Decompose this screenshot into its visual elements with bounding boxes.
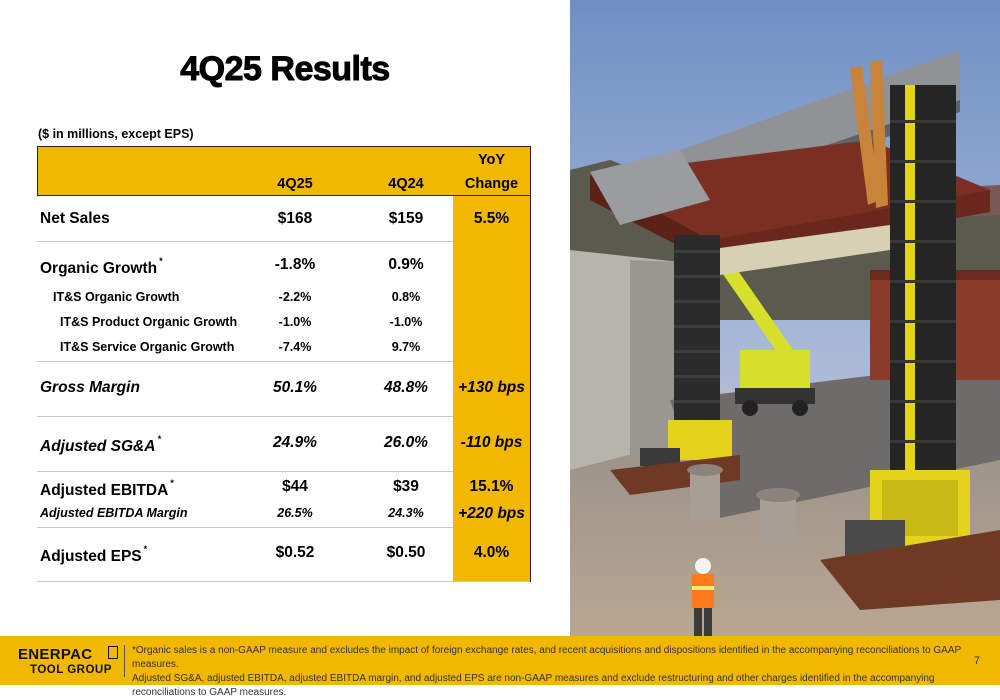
row-label: Adjusted EPS * bbox=[40, 544, 148, 565]
value-4q25: $0.52 bbox=[275, 544, 315, 561]
row-label: IT&S Organic Growth bbox=[53, 290, 180, 304]
page-title: 4Q25 Results bbox=[180, 50, 390, 88]
header-yoy: YoY bbox=[477, 152, 506, 168]
table-subtitle: ($ in millions, except EPS) bbox=[38, 127, 194, 141]
row-divider bbox=[37, 361, 453, 362]
row-label: Net Sales bbox=[40, 210, 110, 227]
logo-mark-icon bbox=[108, 646, 118, 659]
value-4q24: $0.50 bbox=[386, 544, 426, 561]
footer-bar bbox=[0, 636, 1000, 698]
row-label: Organic Growth * bbox=[40, 256, 163, 277]
value-4q24: $39 bbox=[393, 478, 419, 495]
enerpac-logo-text: ENERPAC bbox=[18, 646, 93, 663]
row-label: IT&S Service Organic Growth bbox=[60, 340, 235, 354]
value-4q25: 26.5% bbox=[277, 506, 313, 520]
value-4q24: 0.8% bbox=[391, 290, 421, 304]
value-4q24: -1.0% bbox=[389, 315, 423, 329]
footnote-marker: * bbox=[170, 478, 174, 488]
value-4q24: 24.3% bbox=[388, 506, 424, 520]
value-4q24: 0.9% bbox=[388, 256, 424, 273]
construction-site-photo bbox=[570, 0, 1000, 636]
footnote-marker: * bbox=[143, 544, 148, 554]
results-table bbox=[37, 146, 531, 582]
table-bottom-border bbox=[37, 581, 530, 582]
page-number: 7 bbox=[973, 655, 980, 667]
value-4q24: 48.8% bbox=[384, 379, 428, 396]
footnote-line-1: *Organic sales is a non-GAAP measure and excludes the impact of foreign exchange rates, and recent acquisitions and dispositions identified in the accompanying reconciliations to GAAP measures. bbox=[132, 645, 961, 670]
value-4q24: $159 bbox=[388, 210, 424, 227]
value-4q25: 50.1% bbox=[273, 379, 317, 396]
row-label: Adjusted EBITDA Margin bbox=[40, 506, 188, 520]
footer-divider bbox=[124, 645, 125, 677]
value-4q25: -1.8% bbox=[274, 256, 316, 273]
value-4q25: $168 bbox=[277, 210, 313, 227]
row-label: Adjusted SG&A * bbox=[40, 434, 161, 455]
value-4q24: 26.0% bbox=[384, 434, 428, 451]
value-yoy: +130 bps bbox=[458, 379, 525, 396]
value-yoy: 5.5% bbox=[473, 210, 510, 227]
header-change: Change bbox=[464, 176, 519, 192]
footnote-marker: * bbox=[157, 434, 161, 444]
row-label: IT&S Product Organic Growth bbox=[60, 315, 238, 329]
value-yoy: 4.0% bbox=[473, 544, 510, 561]
row-divider bbox=[37, 416, 453, 417]
value-4q25: $44 bbox=[282, 478, 308, 495]
row-divider bbox=[37, 241, 453, 242]
row-divider bbox=[37, 527, 453, 528]
value-4q24: 9.7% bbox=[391, 340, 421, 354]
footnote-line-2: Adjusted SG&A, adjusted EBITDA, adjusted EBITDA margin, and adjusted EPS are non-GAAP measures and exclude restructuring and other charges identified in the accompanying reconciliations to GAAP measures. bbox=[132, 673, 935, 698]
value-yoy: 15.1% bbox=[469, 478, 514, 495]
row-divider bbox=[37, 471, 453, 472]
value-4q25: 24.9% bbox=[273, 434, 317, 451]
value-4q25: -7.4% bbox=[278, 340, 312, 354]
footnote-marker: * bbox=[159, 256, 163, 266]
value-4q25: -2.2% bbox=[278, 290, 312, 304]
value-4q25: -1.0% bbox=[278, 315, 312, 329]
row-label: Gross Margin bbox=[40, 379, 140, 396]
value-yoy: -110 bps bbox=[460, 434, 523, 451]
header-4q24: 4Q24 bbox=[388, 176, 424, 192]
footnote bbox=[132, 644, 962, 700]
header-4q25: 4Q25 bbox=[277, 176, 313, 192]
value-yoy: +220 bps bbox=[458, 505, 525, 522]
row-label: Adjusted EBITDA * bbox=[40, 478, 174, 499]
tool-group-logo-text: TOOL GROUP bbox=[30, 664, 112, 676]
